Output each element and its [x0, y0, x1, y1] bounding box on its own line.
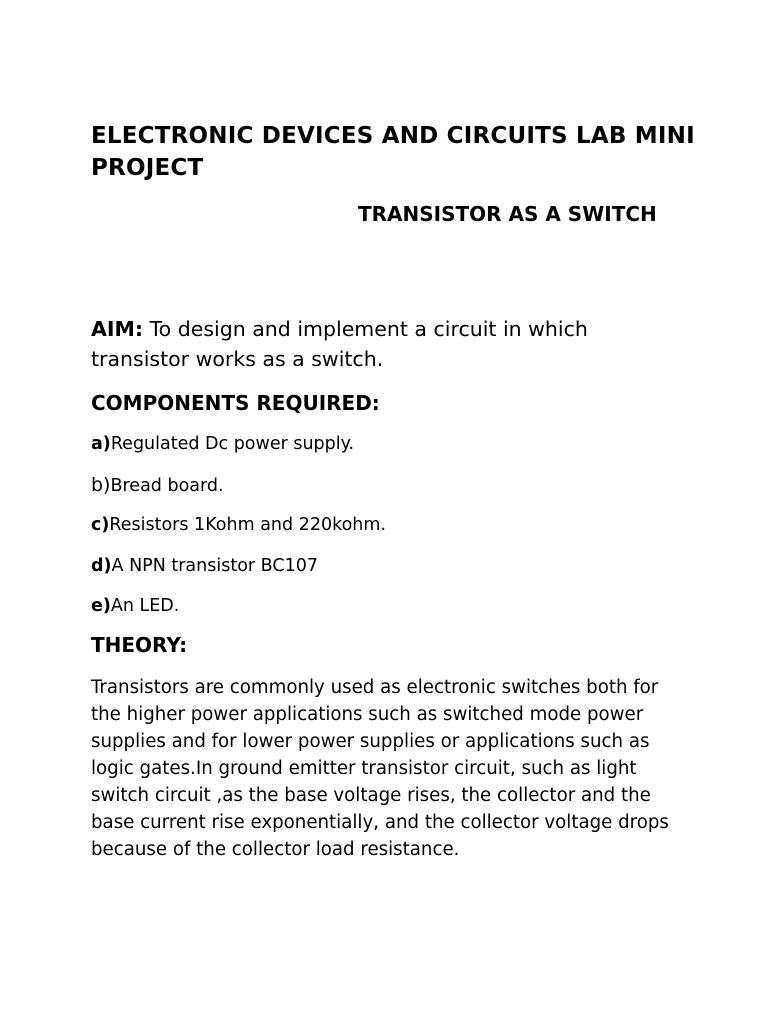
document-title: ELECTRONIC DEVICES AND CIRCUITS LAB MINI PROJECT — [91, 123, 695, 181]
list-marker: d) — [91, 555, 112, 576]
components-list — [91, 430, 386, 633]
list-marker: b) — [91, 473, 111, 496]
list-marker: a) — [91, 434, 111, 454]
aim-paragraph — [91, 314, 691, 374]
list-marker: e) — [91, 596, 111, 616]
aim-text: To design and implement a circuit in which transistor works as a switch. — [91, 317, 588, 371]
list-item — [91, 592, 386, 633]
theory-heading: THEORY: — [91, 633, 188, 657]
list-item — [91, 430, 386, 471]
list-item — [91, 552, 386, 593]
theory-paragraph: Transistors are commonly used as electronic switches both for the higher power applications such as switched mode power supplies and for lower power supplies or applications such as logic gates.In ground emitter transistor circuit, such as light switch circuit ,as the base voltage rises, the collector and the base current rise exponentially, and the collector voltage drops because of the collector load resistance. — [91, 677, 669, 860]
list-item-text: An LED. — [110, 596, 180, 616]
list-item-text: A NPN transistor BC107 — [111, 555, 318, 576]
components-heading: COMPONENTS REQUIRED: — [91, 391, 380, 415]
list-marker: c) — [91, 515, 110, 535]
list-item-text: Regulated Dc power supply. — [110, 434, 355, 454]
list-item — [91, 471, 386, 512]
list-item-text: Bread board. — [110, 475, 224, 496]
list-item — [91, 511, 386, 552]
aim-label: AIM: — [91, 317, 144, 341]
project-subtitle: TRANSISTOR AS A SWITCH — [358, 202, 657, 226]
list-item-text: Resistors 1Kohm and 220kohm. — [109, 515, 387, 535]
